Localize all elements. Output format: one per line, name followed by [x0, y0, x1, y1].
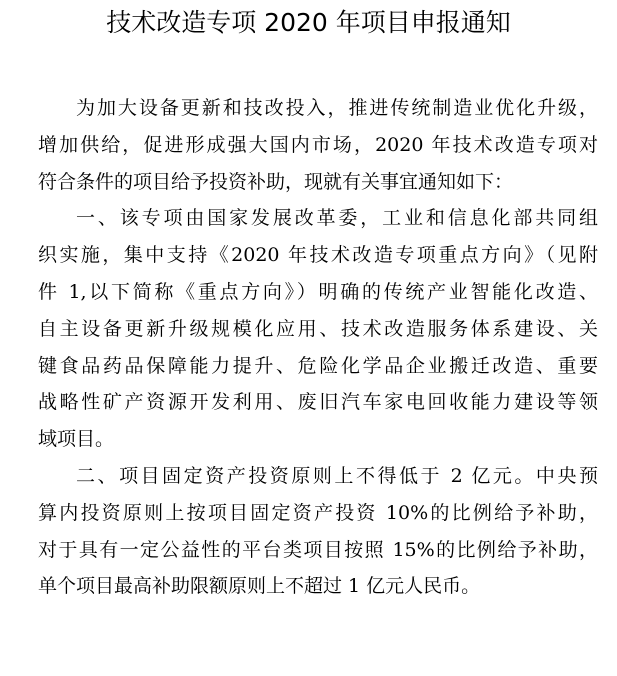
paragraph-line: 域项目。: [38, 428, 115, 451]
paragraph-line: 自主设备更新升级规模化应用、技术改造服务体系建设、关: [38, 317, 598, 340]
paragraph-line: 对于具有一定公益性的平台类项目按照 15%的比例给予补助，: [38, 538, 598, 561]
document-title: 技术改造专项 2020 年项目申报通知: [106, 8, 511, 37]
paragraph-line: 算内投资原则上按项目固定资产投资 10%的比例给予补助，: [38, 501, 598, 524]
paragraph-line: 战略性矿产资源开发利用、废旧汽车家电回收能力建设等领: [38, 391, 598, 414]
paragraph-line: 织实施，集中支持《2020 年技术改造专项重点方向》（见附: [38, 244, 598, 267]
paragraph-line: 为加大设备更新和技改投入，推进传统制造业优化升级，: [76, 97, 598, 119]
paragraph-line: 一、该专项由国家发展改革委，工业和信息化部共同组: [76, 207, 598, 230]
paragraph-line: 增加供给，促进形成强大国内市场，2020 年技术改造专项对: [38, 133, 598, 156]
paragraph-line: 件 1,以下简称《重点方向》）明确的传统产业智能化改造、: [38, 280, 598, 303]
paragraph-line: 二、项目固定资产投资原则上不得低于 2 亿元。中央预: [76, 464, 598, 487]
paragraph-line: 键食品药品保障能力提升、危险化学品企业搬迁改造、重要: [38, 354, 598, 377]
paragraph-line: 符合条件的项目给予投资补助，现就有关事宜通知如下：: [38, 170, 514, 193]
document-body: [38, 90, 598, 605]
paragraph-line: 单个项目最高补助限额原则上不超过 1 亿元人民币。: [38, 575, 481, 598]
